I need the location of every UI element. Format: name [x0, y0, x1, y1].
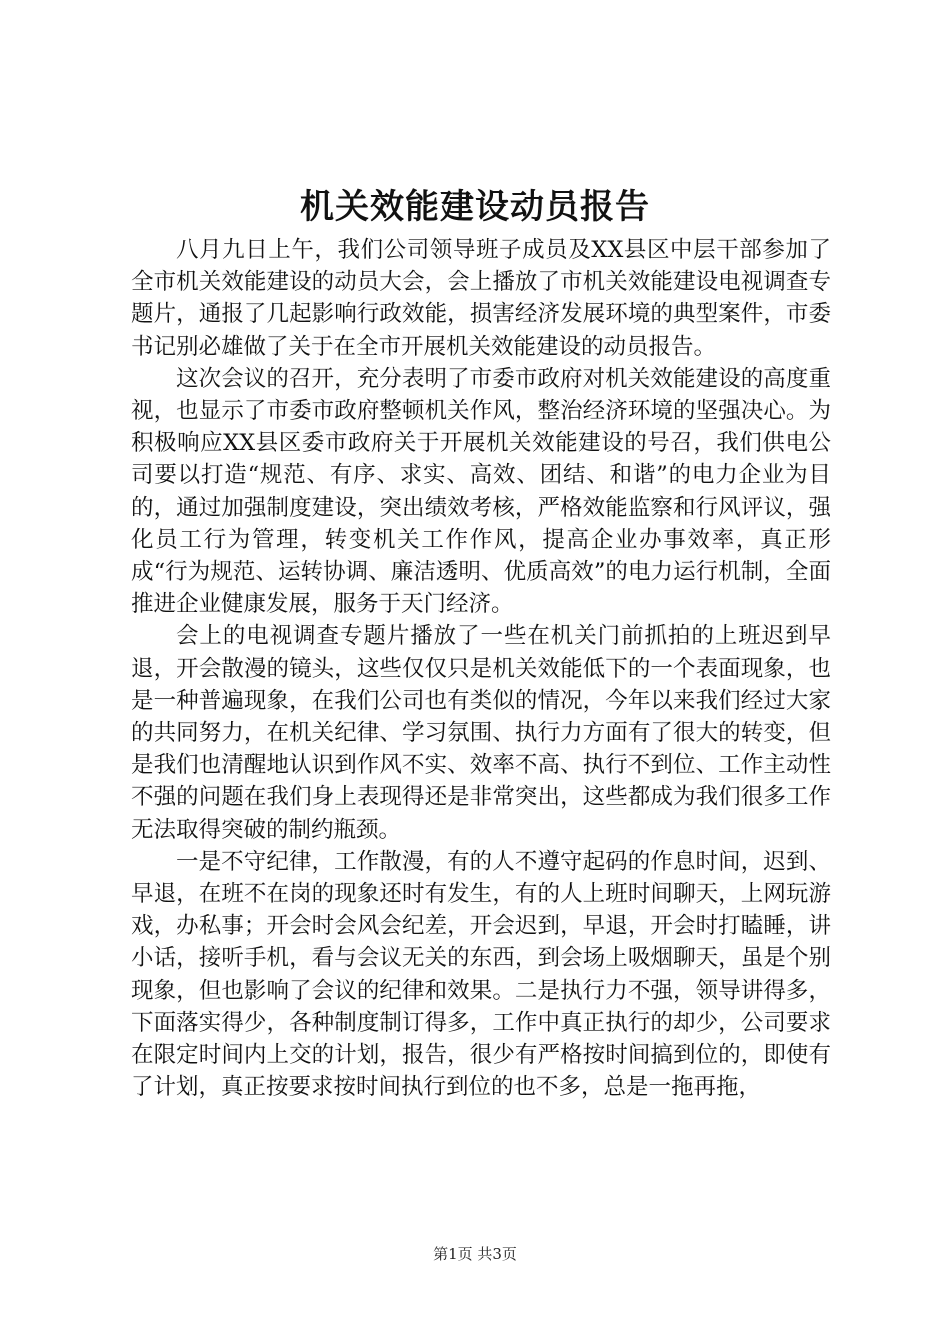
paragraph-3: 会上的电视调查专题片播放了一些在机关门前抓拍的上班迟到早退，开会散漫的镜头，这些仅仅只是机关效能低下的一个表面现象，也是一种普遍现象，在我们公司也有类似的情况，今年以来我们经过大家的共同努力，在机关纪律、学习氛围、执行力方面有了很大的转变，但是我们也清醒地认识到作风不实、效率不高、执行不到位、工作主动性不强的问题在我们身上表现得还是非常突出，这些都成为我们很多工作无法取得突破的制约瓶颈。 [131, 623, 831, 843]
page-footer: 第1页 共3页 [433, 1245, 517, 1263]
paragraph-2: 这次会议的召开，充分表明了市委市政府对机关效能建设的高度重视，也显示了市委市政府整顿机关作风，整治经济环境的坚强决心。为积极响应XX县区委市政府关于开展机关效能建设的号召，我们供电公司要以打造“规范、有序、求实、高效、团结、和谐”的电力企业为目的，通过加强制度建设，突出绩效考核，严格效能监察和行风评议，强化员工行为管理，转变机关工作作风，提高企业办事效率，真正形成“行为规范、运转协调、廉洁透明、优质高效”的电力运行机制，全面推进企业健康发展，服务于天门经济。 [131, 365, 831, 618]
document-body [131, 234, 831, 1103]
document-title: 机关效能建设动员报告 [300, 187, 650, 227]
paragraph-1: 八月九日上午，我们公司领导班子成员及XX县区中层干部参加了全市机关效能建设的动员大会，会上播放了市机关效能建设电视调查专题片，通报了几起影响行政效能，损害经济发展环境的典型案件，市委书记别必雄做了关于在全市开展机关效能建设的动员报告。 [131, 237, 831, 360]
paragraph-4: 一是不守纪律，工作散漫，有的人不遵守起码的作息时间，迟到、早退，在班不在岗的现象还时有发生，有的人上班时间聊天，上网玩游戏，办私事；开会时会风会纪差，开会迟到，早退，开会时打瞌睡，讲小话，接听手机，看与会议无关的东西，到会场上吸烟聊天，虽是个别现象，但也影响了会议的纪律和效果。二是执行力不强，领导讲得多，下面落实得少，各种制度制订得多，工作中真正执行的却少，公司要求在限定时间内上交的计划，报告，很少有严格按时间搞到位的，即使有了计划，真正按要求按时间执行到位的也不多，总是一拖再拖， [131, 848, 831, 1101]
